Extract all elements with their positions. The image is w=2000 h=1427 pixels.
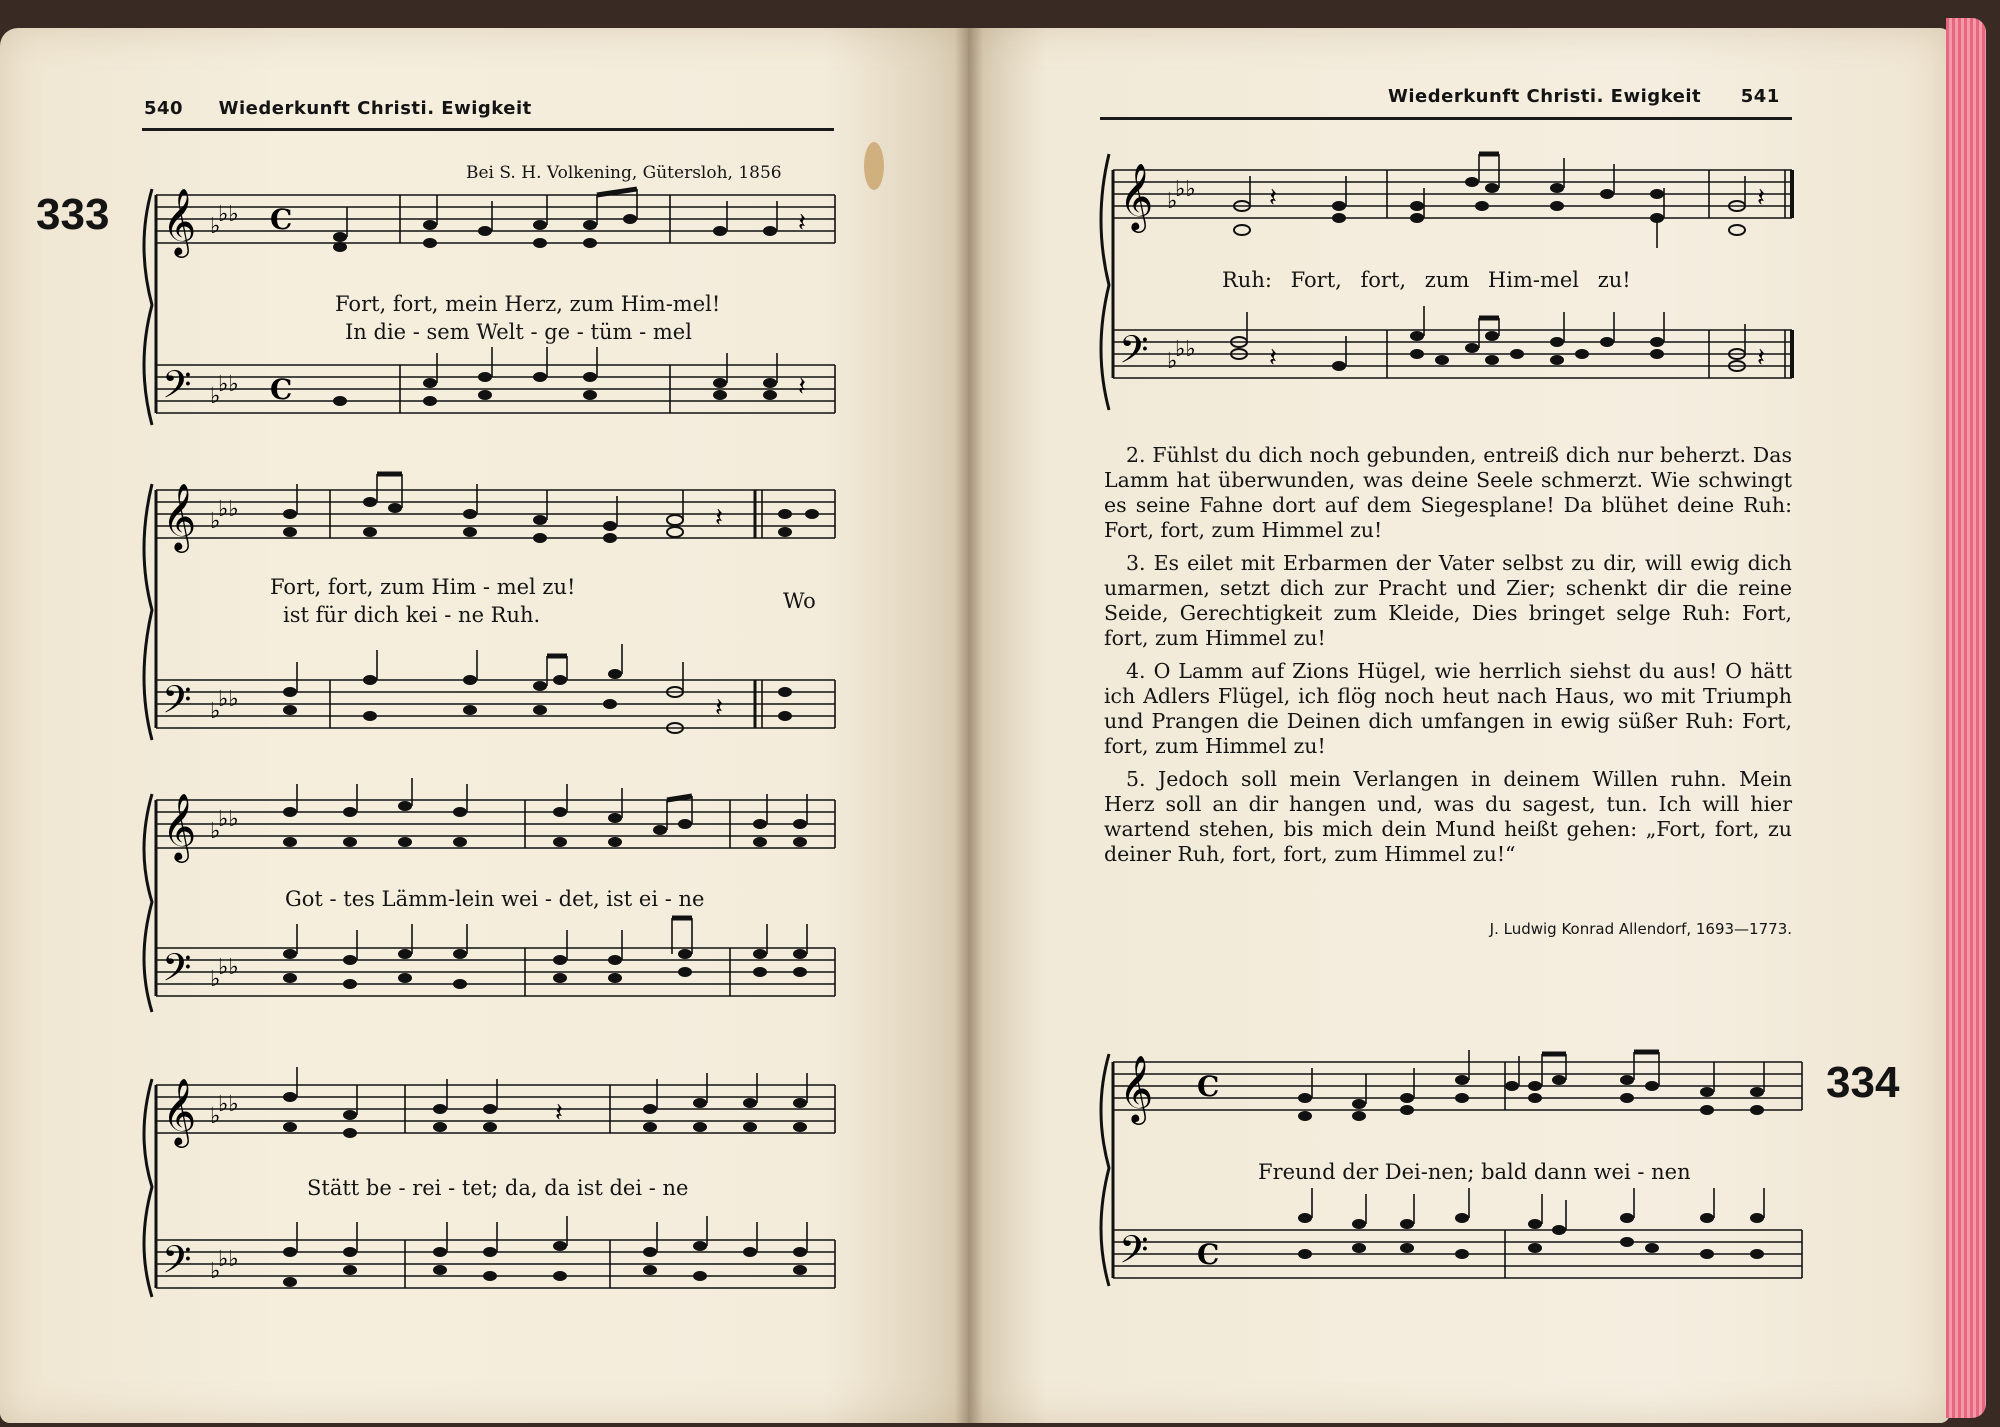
svg-text:𝄽: 𝄽: [1269, 343, 1277, 373]
verses: [1104, 443, 1792, 875]
right-top-system-lyrics: Ruh: Fort, fort, zum Him-mel zu!: [1222, 268, 1631, 292]
system-2-lyric-line-2: ist für dich kei - ne Ruh.: [283, 603, 541, 627]
svg-text:♭♭: ♭♭: [218, 497, 239, 522]
paper-stain: [864, 142, 884, 190]
right-running-title: Wiederkunft Christi. Ewigkeit: [1388, 86, 1702, 107]
svg-text:♭♭: ♭♭: [218, 955, 239, 980]
svg-text:♭: ♭: [210, 1104, 221, 1129]
page-edges: [1946, 18, 1986, 1418]
svg-text:𝄽: 𝄽: [555, 1098, 563, 1128]
svg-text:♭: ♭: [210, 819, 221, 844]
right-page-header: [1388, 86, 1780, 107]
svg-text:♭: ♭: [1167, 189, 1178, 214]
book-gutter: [955, 28, 983, 1423]
svg-text:♭♭: ♭♭: [218, 1092, 239, 1117]
left-running-title: Wiederkunft Christi. Ewigkeit: [218, 98, 532, 119]
svg-text:𝄽: 𝄽: [1269, 183, 1277, 213]
svg-text:C: C: [270, 373, 293, 406]
svg-text:♭: ♭: [210, 214, 221, 239]
svg-text:𝄢: 𝄢: [162, 1237, 192, 1291]
right-header-rule: [1100, 117, 1792, 120]
svg-text:𝄢: 𝄢: [1119, 1227, 1149, 1281]
right-page-number: 541: [1740, 86, 1780, 107]
left-page-number: 540: [144, 98, 184, 119]
svg-text:♭: ♭: [210, 1259, 221, 1284]
svg-text:𝄢: 𝄢: [162, 677, 192, 731]
svg-text:♭♭: ♭♭: [218, 372, 239, 397]
svg-text:𝄽: 𝄽: [1757, 183, 1765, 213]
svg-text:C: C: [1197, 1238, 1220, 1271]
verse-5: 5. Jedoch soll mein Verlangen in deinem Willen ruhn. Mein Herz soll an dir hangen und, was du sagest, tun. Ich will hier wartend stehen, bis mich dein Mund heißt gehen: „Fort, fort, zu deiner Ruh, fort, fort, zum Himmel zu!“: [1104, 767, 1792, 866]
svg-text:♭: ♭: [1167, 349, 1178, 374]
svg-text:𝄢: 𝄢: [162, 362, 192, 416]
svg-text:𝄽: 𝄽: [715, 693, 723, 723]
svg-text:♭♭: ♭♭: [218, 687, 239, 712]
svg-text:♭: ♭: [210, 384, 221, 409]
svg-text:C: C: [1197, 1070, 1220, 1103]
svg-text:𝄢: 𝄢: [162, 945, 192, 999]
system-2-lyric-line-1: Fort, fort, zum Him - mel zu!: [270, 575, 576, 599]
left-header-rule: [142, 128, 834, 131]
verse-2: 2. Fühlst du dich noch gebunden, entreiß dich nur beherzt. Das Lamm hat überwunden, was deine Seele schmerzt. Wie schwingt es seine Fahne dort auf dem Siegesplane! Da blühet deine Ruh: Fort, fort, zum Himmel zu!: [1104, 443, 1792, 542]
text-author-credit: J. Ludwig Konrad Allendorf, 1693—1773.: [1489, 920, 1792, 938]
left-page-header: [144, 98, 532, 119]
hymn-334-lyrics: Freund der Dei-nen; bald dann wei - nen: [1258, 1160, 1691, 1184]
svg-text:♭♭: ♭♭: [1175, 177, 1196, 202]
system-1-lyric-line-2: In die - sem Welt - ge - tüm - mel: [345, 320, 692, 344]
svg-text:𝄞: 𝄞: [162, 482, 197, 550]
svg-text:𝄞: 𝄞: [162, 187, 197, 255]
melody-credit: Bei S. H. Volkening, Gütersloh, 1856: [466, 163, 782, 183]
svg-text:𝄞: 𝄞: [1119, 162, 1154, 230]
svg-text:𝄞: 𝄞: [1119, 1054, 1154, 1122]
verse-4: 4. O Lamm auf Zions Hügel, wie herrlich siehst du aus! O hätt ich Adlers Flügel, ich flög noch heut nach Haus, wo mit Triumph und Prangen die Deinen dich umfangen in ewig süßer Ruh: Fort, fort, zum Himmel zu!: [1104, 659, 1792, 758]
svg-text:𝄞: 𝄞: [162, 1077, 197, 1145]
verse-3: 3. Es eilet mit Erbarmen der Vater selbst zu dir, will ewig dich umarmen, setzt dich zur Pracht und Zier; schenkt dir die reine Seide, Gerechtigkeit zum Kleide, Dies bringet selge Ruh: Fort, fort, zum Himmel zu!: [1104, 551, 1792, 650]
system-2-pickup-lyric: Wo: [783, 589, 816, 613]
svg-text:𝄞: 𝄞: [162, 792, 197, 860]
svg-text:♭♭: ♭♭: [218, 1247, 239, 1272]
svg-text:𝄽: 𝄽: [798, 208, 806, 238]
hymn-number-333: 333: [36, 190, 110, 239]
svg-text:𝄽: 𝄽: [715, 503, 723, 533]
svg-text:𝄽: 𝄽: [1757, 343, 1765, 373]
system-3-lyric-line-1: Got - tes Lämm-lein wei - det, ist ei - ne: [285, 887, 705, 911]
svg-text:𝄢: 𝄢: [1119, 327, 1149, 381]
svg-text:♭: ♭: [210, 967, 221, 992]
svg-text:𝄽: 𝄽: [798, 372, 806, 402]
system-4-lyric-line-1: Stätt be - rei - tet; da, da ist dei - ne: [307, 1176, 689, 1200]
svg-text:C: C: [270, 203, 293, 236]
svg-text:♭♭: ♭♭: [218, 202, 239, 227]
system-1-lyric-line-1: Fort, fort, mein Herz, zum Him-mel!: [335, 292, 721, 316]
svg-text:♭: ♭: [210, 509, 221, 534]
svg-text:♭: ♭: [210, 699, 221, 724]
svg-text:♭♭: ♭♭: [218, 807, 239, 832]
hymn-number-334: 334: [1826, 1058, 1900, 1107]
svg-text:♭♭: ♭♭: [1175, 337, 1196, 362]
